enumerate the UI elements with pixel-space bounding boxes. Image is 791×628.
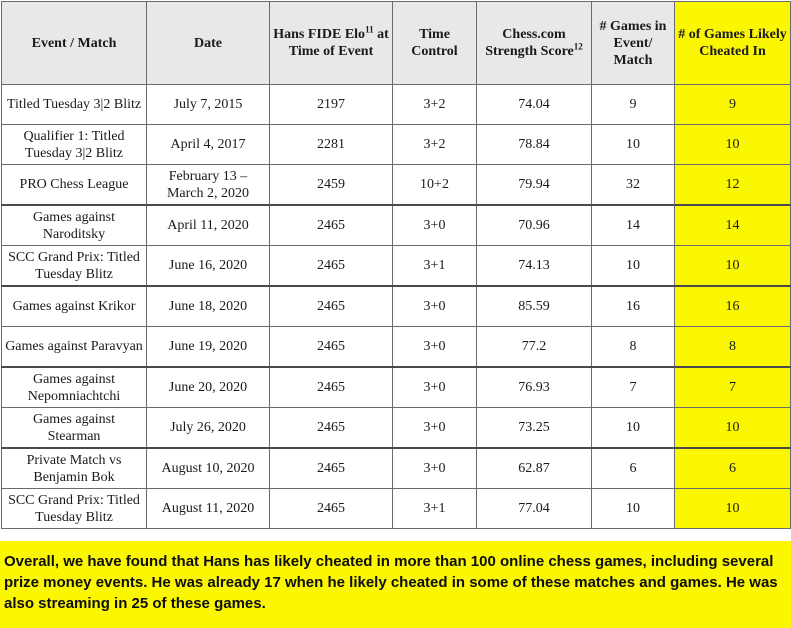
cell-games: 10 — [592, 125, 675, 165]
cell-elo: 2465 — [270, 286, 393, 327]
cell-time-control: 3+0 — [393, 327, 477, 368]
cell-date: August 10, 2020 — [147, 448, 270, 489]
cell-date: June 20, 2020 — [147, 367, 270, 408]
cell-date: June 19, 2020 — [147, 327, 270, 368]
table-row — [2, 367, 791, 408]
cell-elo: 2465 — [270, 408, 393, 449]
cell-score: 79.94 — [477, 165, 592, 206]
cell-event: Games against Paravyan — [2, 327, 147, 368]
cell-time-control: 3+2 — [393, 85, 477, 125]
cell-event: SCC Grand Prix: Titled Tuesday Blitz — [2, 246, 147, 287]
cell-time-control: 3+1 — [393, 246, 477, 287]
cell-score: 78.84 — [477, 125, 592, 165]
cell-event: Private Match vs Benjamin Bok — [2, 448, 147, 489]
table-header-row — [2, 2, 791, 85]
cell-score: 85.59 — [477, 286, 592, 327]
cell-event: Games against Nepomniachtchi — [2, 367, 147, 408]
cell-cheated: 16 — [675, 286, 791, 327]
table-row — [2, 489, 791, 529]
cheating-events-table — [1, 1, 791, 529]
cell-event: PRO Chess League — [2, 165, 147, 206]
cell-time-control: 10+2 — [393, 165, 477, 206]
cell-elo: 2459 — [270, 165, 393, 206]
cell-elo: 2281 — [270, 125, 393, 165]
header-elo — [270, 2, 393, 85]
cell-cheated: 9 — [675, 85, 791, 125]
cell-time-control: 3+0 — [393, 205, 477, 246]
cell-elo: 2465 — [270, 489, 393, 529]
cell-event: Games against Stearman — [2, 408, 147, 449]
cell-games: 10 — [592, 246, 675, 287]
cell-time-control: 3+0 — [393, 286, 477, 327]
cell-cheated: 10 — [675, 246, 791, 287]
cell-elo: 2465 — [270, 367, 393, 408]
cell-score: 74.13 — [477, 246, 592, 287]
cell-event: Titled Tuesday 3|2 Blitz — [2, 85, 147, 125]
cell-cheated: 6 — [675, 448, 791, 489]
table-row — [2, 408, 791, 449]
cell-time-control: 3+1 — [393, 489, 477, 529]
cell-event: Games against Naroditsky — [2, 205, 147, 246]
cell-event: Qualifier 1: Titled Tuesday 3|2 Blitz — [2, 125, 147, 165]
header-time-control: Time Control — [393, 2, 477, 85]
summary-callout: Overall, we have found that Hans has likely cheated in more than 100 online chess games, including several prize money events. He was already 17 when he likely cheated in some of these matches and games. He was also streaming in 25 of these games. — [0, 541, 791, 628]
cell-date: August 11, 2020 — [147, 489, 270, 529]
cell-cheated: 7 — [675, 367, 791, 408]
cell-cheated: 10 — [675, 489, 791, 529]
cell-games: 16 — [592, 286, 675, 327]
cell-games: 10 — [592, 489, 675, 529]
cell-score: 74.04 — [477, 85, 592, 125]
cell-games: 8 — [592, 327, 675, 368]
cell-date: July 7, 2015 — [147, 85, 270, 125]
cell-cheated: 10 — [675, 408, 791, 449]
cell-score: 77.04 — [477, 489, 592, 529]
cell-score: 62.87 — [477, 448, 592, 489]
cell-games: 14 — [592, 205, 675, 246]
cell-games: 9 — [592, 85, 675, 125]
cell-elo: 2465 — [270, 448, 393, 489]
cell-time-control: 3+0 — [393, 367, 477, 408]
cell-date: February 13 – March 2, 2020 — [147, 165, 270, 206]
cell-time-control: 3+0 — [393, 408, 477, 449]
cell-date: April 4, 2017 — [147, 125, 270, 165]
cell-games: 32 — [592, 165, 675, 206]
cell-event: SCC Grand Prix: Titled Tuesday Blitz — [2, 489, 147, 529]
cell-time-control: 3+2 — [393, 125, 477, 165]
header-elo-rest: at Time of Event — [288, 27, 389, 59]
cell-elo: 2197 — [270, 85, 393, 125]
cell-date: June 16, 2020 — [147, 246, 270, 287]
cell-cheated: 10 — [675, 125, 791, 165]
cell-games: 6 — [592, 448, 675, 489]
table-row — [2, 165, 791, 206]
cell-date: July 26, 2020 — [147, 408, 270, 449]
cell-cheated: 14 — [675, 205, 791, 246]
cell-event: Games against Krikor — [2, 286, 147, 327]
cell-games: 10 — [592, 408, 675, 449]
cell-score: 73.25 — [477, 408, 592, 449]
table-row — [2, 448, 791, 489]
table-row — [2, 205, 791, 246]
header-event: Event / Match — [2, 2, 147, 85]
cell-date: April 11, 2020 — [147, 205, 270, 246]
cell-elo: 2465 — [270, 205, 393, 246]
cell-elo: 2465 — [270, 327, 393, 368]
cell-score: 77.2 — [477, 327, 592, 368]
header-strength-score — [477, 2, 592, 85]
table-row — [2, 85, 791, 125]
header-date: Date — [147, 2, 270, 85]
cell-cheated: 12 — [675, 165, 791, 206]
header-elo-footnote: 11 — [365, 24, 374, 35]
cell-elo: 2465 — [270, 246, 393, 287]
header-elo-main: Hans FIDE Elo — [273, 27, 366, 42]
cell-games: 7 — [592, 367, 675, 408]
cell-date: June 18, 2020 — [147, 286, 270, 327]
header-cheated: # of Games Likely Cheated In — [675, 2, 791, 85]
header-score-main: Chess.com Strength Score — [485, 27, 574, 59]
header-score-footnote: 12 — [573, 41, 583, 52]
cell-time-control: 3+0 — [393, 448, 477, 489]
table-row — [2, 327, 791, 368]
cell-score: 70.96 — [477, 205, 592, 246]
table-row — [2, 125, 791, 165]
table-row — [2, 286, 791, 327]
table-row — [2, 246, 791, 287]
cell-cheated: 8 — [675, 327, 791, 368]
header-games: # Games in Event/ Match — [592, 2, 675, 85]
cell-score: 76.93 — [477, 367, 592, 408]
